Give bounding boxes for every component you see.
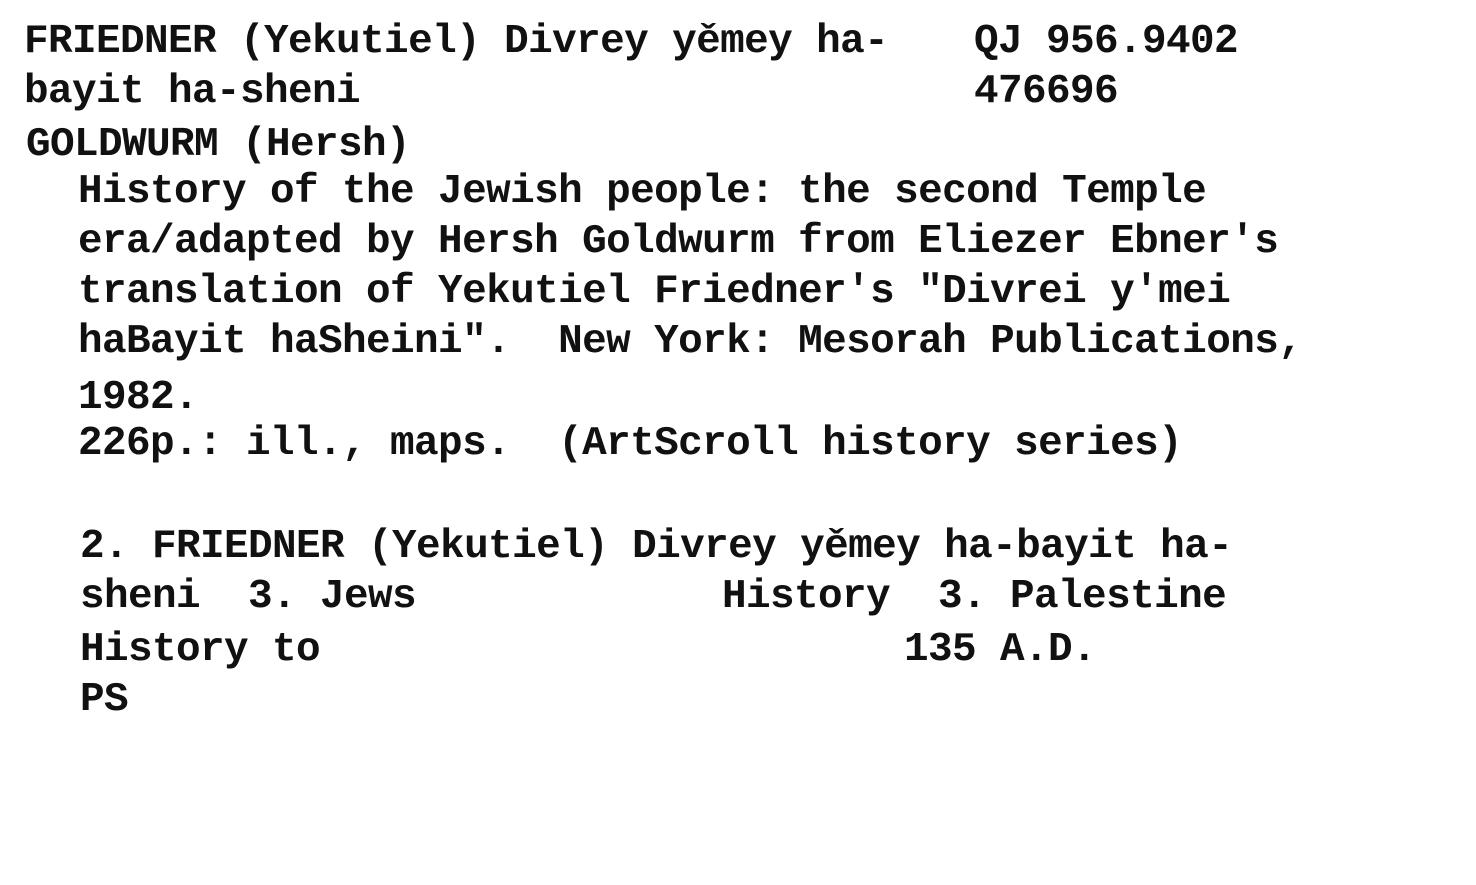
tracing-line-1: 2. FRIEDNER (Yekutiel) Divrey yěmey ha-bayit ha- — [80, 524, 1233, 570]
description-line: 226p.: ill., maps. (ArtScroll history series) — [78, 421, 1183, 467]
accession-number: 476696 — [974, 69, 1119, 115]
description-line: haBayit haSheini". New York: Mesorah Publications, — [78, 319, 1303, 365]
tracing-line-3-right: 135 A.D. — [904, 627, 1097, 673]
description-line: 1982. — [78, 375, 199, 421]
description-line: translation of Yekutiel Friedner's "Divrei y'mei — [78, 269, 1231, 315]
heading-title-line-1: FRIEDNER (Yekutiel) Divrey yěmey ha- — [24, 19, 889, 65]
description-line: History of the Jewish people: the second Temple — [78, 169, 1207, 215]
tracing-line-3-left: History to — [80, 627, 321, 673]
tracing-line-2-right: History 3. Palestine — [722, 574, 1227, 620]
author-heading: GOLDWURM (Hersh) — [26, 122, 411, 168]
description-line: era/adapted by Hersh Goldwurm from Eliezer Ebner's — [78, 219, 1279, 265]
tracing-line-2-left: sheni 3. Jews — [80, 574, 417, 620]
call-number: QJ 956.9402 — [974, 19, 1239, 65]
heading-title-line-2: bayit ha-sheni — [24, 69, 361, 115]
tracing-initials: PS — [80, 677, 129, 723]
